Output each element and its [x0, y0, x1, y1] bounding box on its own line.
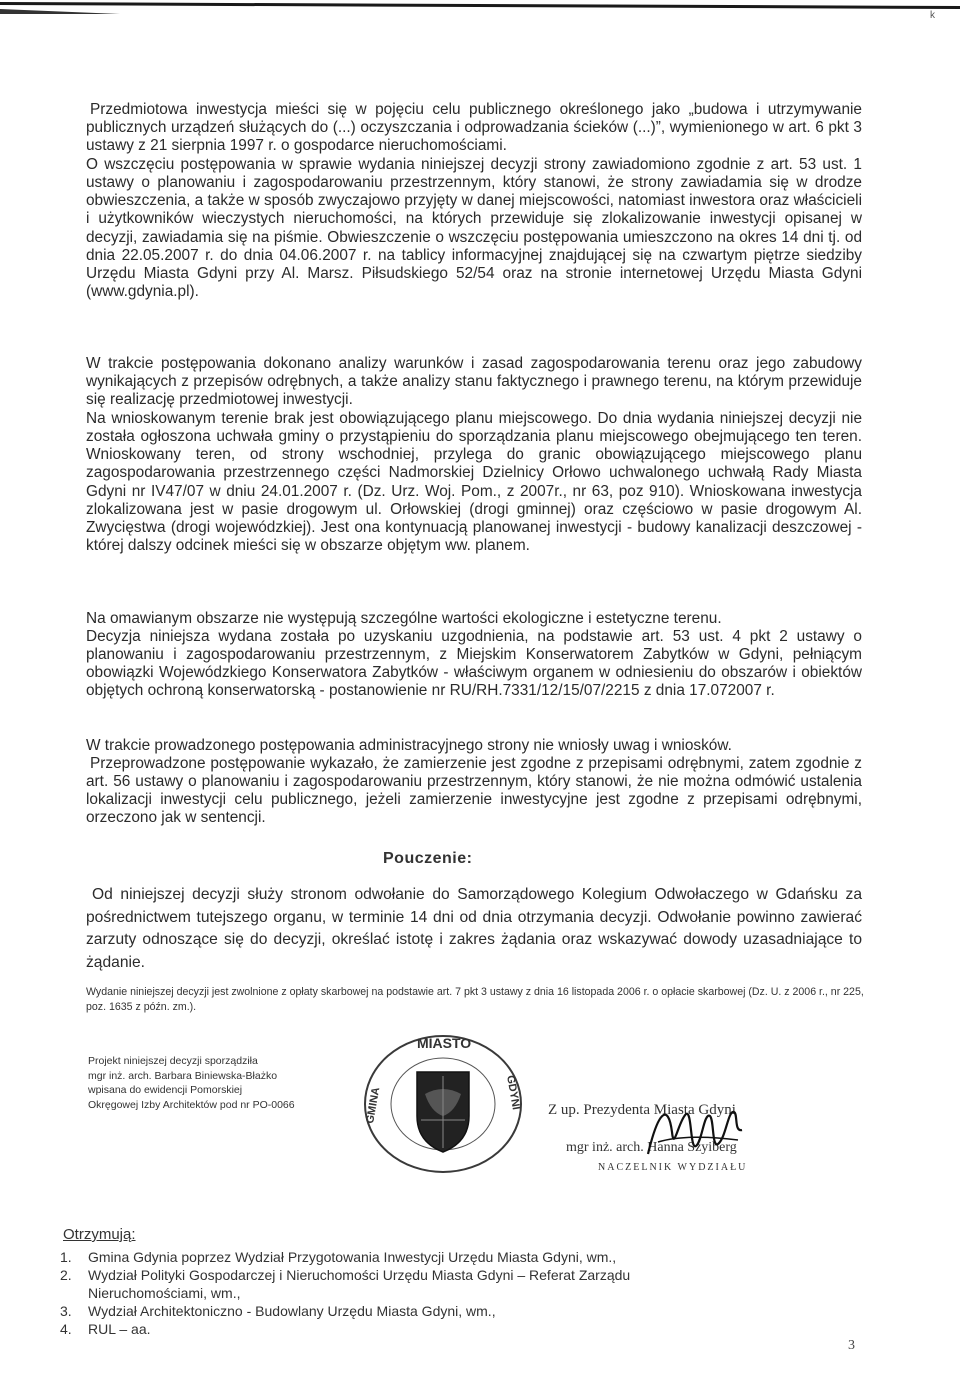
project-note-line: wpisana do ewidencji Pomorskiej: [88, 1084, 243, 1096]
paragraph-text: Przedmiotowa inwestycja mieści się w pojęciu celu publicznego określonego jako „budowa i utrzymywanie publicznych urządzeń służących do (...) oczyszczania i odprowadzania ścieków (...)”, wymienionego w art. 6 pkt 3 ustawy z 21 sierpnia 1997 r. o gospodarce nieruchomościami.: [86, 101, 862, 155]
project-note-line: mgr inż. arch. Barbara Biniewska-Błażko: [88, 1069, 278, 1082]
seal-left-text: GMINA: [364, 1086, 383, 1125]
body-block-4: [86, 410, 862, 555]
paragraph-no-objections: [86, 737, 862, 755]
list-item-number: 1.: [60, 1249, 72, 1265]
body-block-3: [86, 355, 862, 409]
paragraph-text: W trakcie postępowania dokonano analizy warunków i zasad zagospodarowania terenu oraz jego zabudowy wynikających z przepisów odrębnych, a także analizy stanu faktycznego i prawnego terenu, na którym przewiduje się realizację przedmiotowej inwestycji.: [86, 355, 862, 409]
paragraph-text: W trakcie prowadzonego postępowania administracyjnego strony nie wniosły uwag i wniosków.: [86, 737, 732, 754]
body-block-2: [86, 156, 862, 301]
body-block-7: [86, 737, 862, 755]
recipients-heading: Otrzymują:: [63, 1226, 136, 1243]
list-item-text: RUL – aa.: [88, 1321, 151, 1337]
paragraph-text: Na wnioskowanym terenie brak jest obowiązującego planu miejscowego. Do dnia wydania niniejszej decyzji nie została ogłoszona uchwała gminy o przystąpieniu do sporządzania planu miejscowego obejmującego ten teren. Wnioskowany teren, od strony wschodniej, przylega do granic obowiązującego miejscowego planu zagospodarowania przestrzennego części Nadmorskiej Dzielnicy Orłowo uchwalonego uchwałą Rady Miasta Gdyni nr IV47/07 w dniu 24.01.2007 r. (Dz. Urz. Woj. Pom., z 2007r., nr 63, poz 910). Wnioskowana inwestycja zlokalizowana jest w pasie drogowym ul. Orłowskiej (drogi gminnej) oraz częściowo w pasie drogowym Al. Zwycięstwa (drogi wojewódzkiej). Jest ona kontynuacją planowanej inwestycji - budowy kanalizacji deszczowej - której dalszy odcinek mieści się w obszarze objętym ww. planem.: [86, 410, 862, 555]
list-item-text: Nieruchomościami, wm.,: [88, 1285, 241, 1301]
recipients-list: [60, 1248, 630, 1338]
paragraph-notification: [86, 156, 862, 301]
paragraph-text: Decyzja niniejsza wydana została po uzyskaniu uzgodnienia, na podstawie art. 53 ust. 4 pkt 2 ustawy o planowaniu i zagospodarowaniu przestrzennym, z Miejskim Konserwatorem Zabytków w Gdyni, pełniącym obowiązki Wojewódzkiego Konserwatora Zabytków - właściwym organem w odniesieniu do obszarów i obiektów objętych ochroną konserwatorską - postanowienie nr RU/RH.7331/12/15/07/2215 z dnia 17.072007 r.: [86, 628, 862, 700]
paragraph-public-purpose: [86, 101, 862, 155]
paragraph-conclusion: [86, 755, 862, 828]
pouczenie-heading: Pouczenie:: [383, 850, 473, 867]
body-block-8: [86, 755, 862, 828]
signature-block: [548, 1096, 838, 1186]
list-item: [60, 1266, 630, 1284]
corner-mark: k: [930, 10, 935, 21]
project-note: [88, 1054, 295, 1112]
pouczenie-block: [86, 884, 862, 974]
list-item: [60, 1284, 630, 1302]
official-seal: [355, 1024, 535, 1174]
project-note-line: Projekt niniejszej decyzji sporządziła: [88, 1055, 258, 1067]
signature-line-2: mgr inż. arch. Hanna Szyiberg: [566, 1140, 737, 1155]
paragraph-text: Przeprowadzone postępowanie wykazało, że zamierzenie jest zgodne z przepisami odrębnymi, zatem zgodnie z art. 56 ustawy o planowaniu i zagospodarowaniu przestrzennym, który stanowi, że nie można odmówić ustalenia lokalizacji inwestycji celu publicznego, jeżeli zamierzenie inwestycyjne jest zgodne z przepisami odrębnymi, orzeczono jak w sentencji.: [86, 755, 862, 827]
paragraph-text: Na omawianym obszarze nie występują szczególne wartości ekologiczne i estetyczne terenu.: [86, 610, 722, 627]
pouczenie-text: [86, 884, 862, 974]
list-item-number: 4.: [60, 1321, 72, 1337]
handwritten-signature: [638, 1092, 748, 1172]
fee-note-text: Wydanie niniejszej decyzji jest zwolnione z opłaty skarbowej na podstawie art. 7 pkt 3 ustawy z dnia 16 listopada 2006 r. o opłacie skarbowej (Dz. U. z 2006 r., nr 225, poz. 1635 z późn. zm.).: [86, 986, 864, 1013]
list-item-number: 2.: [60, 1267, 72, 1283]
paragraph-text: Od niniejszej decyzji służy stronom odwołanie do Samorządowego Kolegium Odwołaczego w Gdańsku za pośrednictwem tutejszego organu, w terminie 14 dni od dnia otrzymania decyzji. Odwołanie powinno zawierać zarzuty odnoszące się do decyzji, określać istotę i zakres żądania oraz wskazywać dowody uzasadniające to żądanie.: [86, 886, 862, 971]
signature-line-3: NACZELNIK WYDZIAŁU: [598, 1162, 748, 1173]
body-block-5: [86, 610, 862, 628]
signature-line-1: Z up. Prezydenta Miasta Gdyni: [548, 1102, 736, 1118]
seal-top-text: MIASTO: [417, 1035, 472, 1051]
paragraph-ecology: [86, 610, 862, 628]
body-block-1: [86, 101, 862, 155]
paragraph-analysis: [86, 355, 862, 409]
body-block-6: [86, 628, 862, 701]
paragraph-local-plan: [86, 410, 862, 555]
paragraph-text: O wszczęciu postępowania w sprawie wydania niniejszej decyzji strony zawiadomiono zgodnie z art. 53 ust. 1 ustawy o planowaniu i zagospodarowaniu przestrzennym, który stanowi, że strony zawiadamia się w drodze obwieszczenia, a także w sposób zwyczajowo przyjęty w danej miejscowości, natomiast inwestora oraz właścicieli i użytkowników wieczystych nieruchomości, na których przewiduje się zlokalizowanie inwestycji opisanej w decyzji, zawiadamia się na piśmie. Obwieszczenie o wszczęciu postępowania umieszczono na okres 14 dni tj. od dnia 22.05.2007 r. do dnia 04.06.2007 r. na tablicy informacyjnej znajdującej się na czwartym piętrze siedziby Urzędu Miasta Gdyni przy Al. Marsz. Piłsudskiego 52/54 oraz na stronie internetowej Urzędu Miasta Gdyni (www.gdynia.pl).: [86, 156, 862, 301]
project-note-line: Okręgowej Izby Architektów pod nr PO-0066: [88, 1098, 295, 1111]
list-item-number: 3.: [60, 1303, 72, 1319]
paragraph-agreement: [86, 628, 862, 701]
scan-top-line: [0, 0, 960, 14]
page-number: 3: [848, 1338, 855, 1353]
list-item: [60, 1248, 630, 1266]
fee-note: [86, 985, 876, 1015]
list-item-text: Gmina Gdynia poprzez Wydział Przygotowania Inwestycji Urzędu Miasta Gdyni, wm.,: [88, 1249, 617, 1265]
list-item: [60, 1320, 630, 1338]
list-item-text: Wydział Polityki Gospodarczej i Nieruchomości Urzędu Miasta Gdyni – Referat Zarządu: [88, 1267, 631, 1283]
list-item: [60, 1302, 630, 1320]
seal-right-text: GDYNI: [504, 1074, 522, 1111]
list-item-text: Wydział Architektoniczno - Budowlany Urzędu Miasta Gdyni, wm.,: [88, 1303, 496, 1319]
